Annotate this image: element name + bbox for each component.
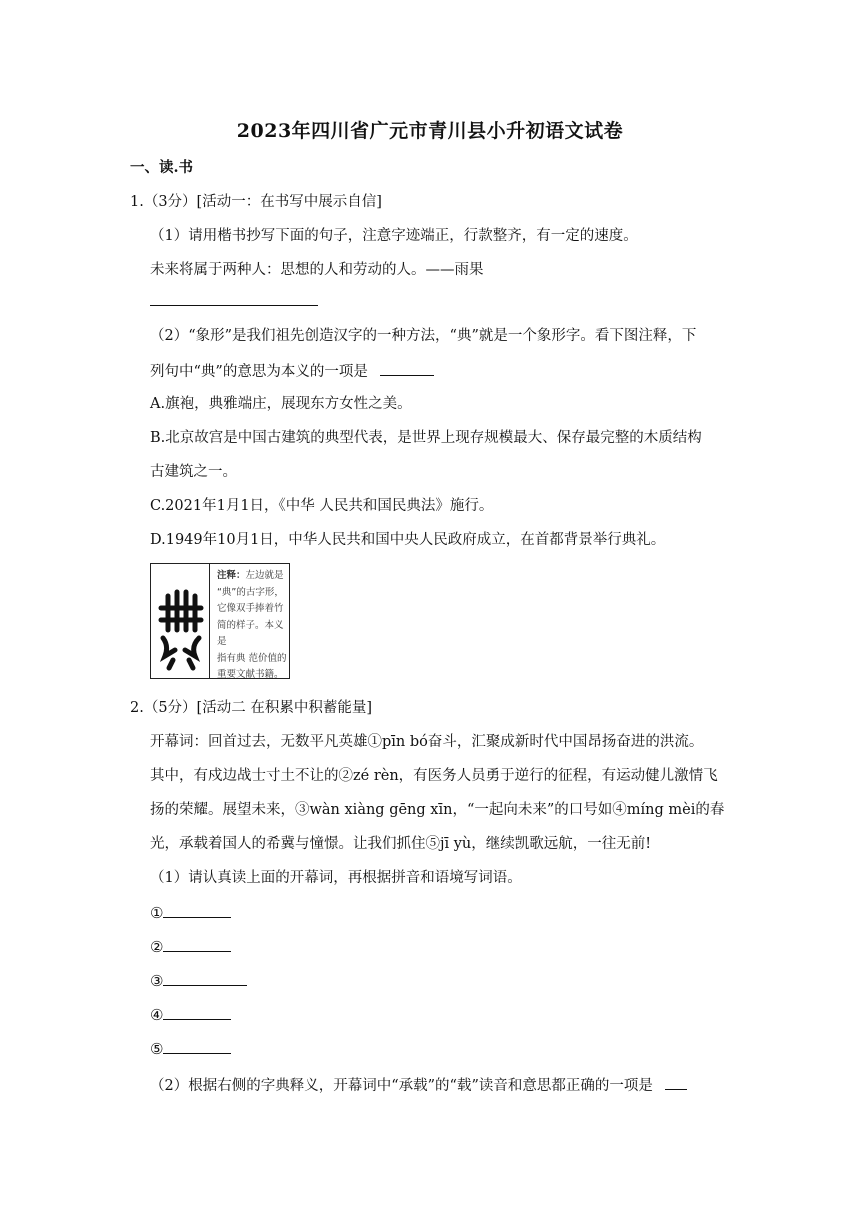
question-1-sub2-line2 [150, 360, 434, 382]
option-b-line2: 古建筑之一。 [150, 464, 237, 480]
section-heading: 一、读.书 [130, 159, 194, 176]
option-a: A.旗袍，典雅端庄，展现东方女性之美。 [150, 396, 412, 412]
question-2-para-line2: 其中，有戍边战士寸土不让的②zé rèn，有医务人员勇于逆行的征程，有运动健儿激情飞 [150, 768, 718, 784]
figure-annotation [217, 568, 289, 684]
annotation-line-5: 指有典 范价值的 [217, 652, 287, 664]
question-2-para-line4: 光，承载着国人的希冀与憧憬。让我们抓住⑤jī yù，继续凯歌远航，一往无前! [150, 836, 652, 852]
answer-blank-3[interactable]: ③ [150, 970, 247, 992]
question-1-sub1: （1）请用楷书抄写下面的句子，注意字迹端正，行款整齐，有一定的速度。 [150, 228, 638, 244]
answer-blank-1[interactable]: ① [150, 902, 231, 924]
ancient-dian-glyph-icon [151, 564, 210, 678]
question-2-sub1: （1）请认真读上面的开幕词，再根据拼音和语境写词语。 [150, 870, 522, 886]
answer-blank-2[interactable]: ② [150, 936, 231, 958]
option-d: D.1949年10月1日，中华人民共和国中央人民政府成立，在首都背景举行典礼。 [150, 532, 666, 548]
dian-character-figure [150, 563, 290, 679]
answer-blank-5[interactable]: ⑤ [150, 1038, 231, 1060]
annotation-line-1: 注释：左边就是 [217, 570, 284, 581]
question-2-header: 2.（5分）[活动二 在积累中积蓄能量] [130, 700, 372, 716]
question-2-sub2 [150, 1074, 687, 1096]
question-2-para-line3: 扬的荣耀。展望未来，③wàn xiàng gēng xīn，“一起向未来”的口号如④míng mèi的春 [150, 802, 725, 818]
annotation-line-4: 简的样子。本义是 [217, 619, 284, 647]
option-b-line1: B.北京故宫是中国古建筑的典型代表，是世界上现存规模最大、保存最完整的木质结构 [150, 430, 702, 446]
page-title: 2023年四川省广元市青川县小升初语文试卷 [236, 120, 624, 142]
question-2-para-line1: 开幕词：回首过去，无数平凡英雄①pīn bó奋斗，汇聚成新时代中国昂扬奋进的洪流。 [150, 734, 704, 750]
option-c: C.2021年1月1日，《中华 人民共和国民典法》施行。 [150, 498, 494, 514]
answer-blank-sub2[interactable] [665, 1074, 687, 1090]
answer-blank-choice[interactable] [380, 360, 434, 376]
question-2-sub2-text: （2）根据右侧的字典释义，开幕词中“承载”的“载”读音和意思都正确的一项是 [150, 1078, 653, 1094]
question-1-header: 1.（3分）[活动一：在书写中展示自信] [130, 194, 382, 210]
answer-blank-copy[interactable] [150, 290, 318, 312]
annotation-line-6: 重要文献书籍。 [217, 669, 284, 680]
question-1-sub2-text: 列句中“典”的意思为本义的一项是 [150, 364, 368, 380]
annotation-line-3: 它像双手捧着竹 [217, 603, 284, 614]
question-1-sub2-line1: （2）“象形”是我们祖先创造汉字的一种方法，“典”就是一个象形字。看下图注释，下 [150, 328, 697, 344]
annotation-line-2: “典”的古字形， [217, 586, 284, 598]
answer-blank-4[interactable]: ④ [150, 1004, 231, 1026]
question-1-quote: 未来将属于两种人：思想的人和劳动的人。——雨果 [150, 262, 484, 278]
